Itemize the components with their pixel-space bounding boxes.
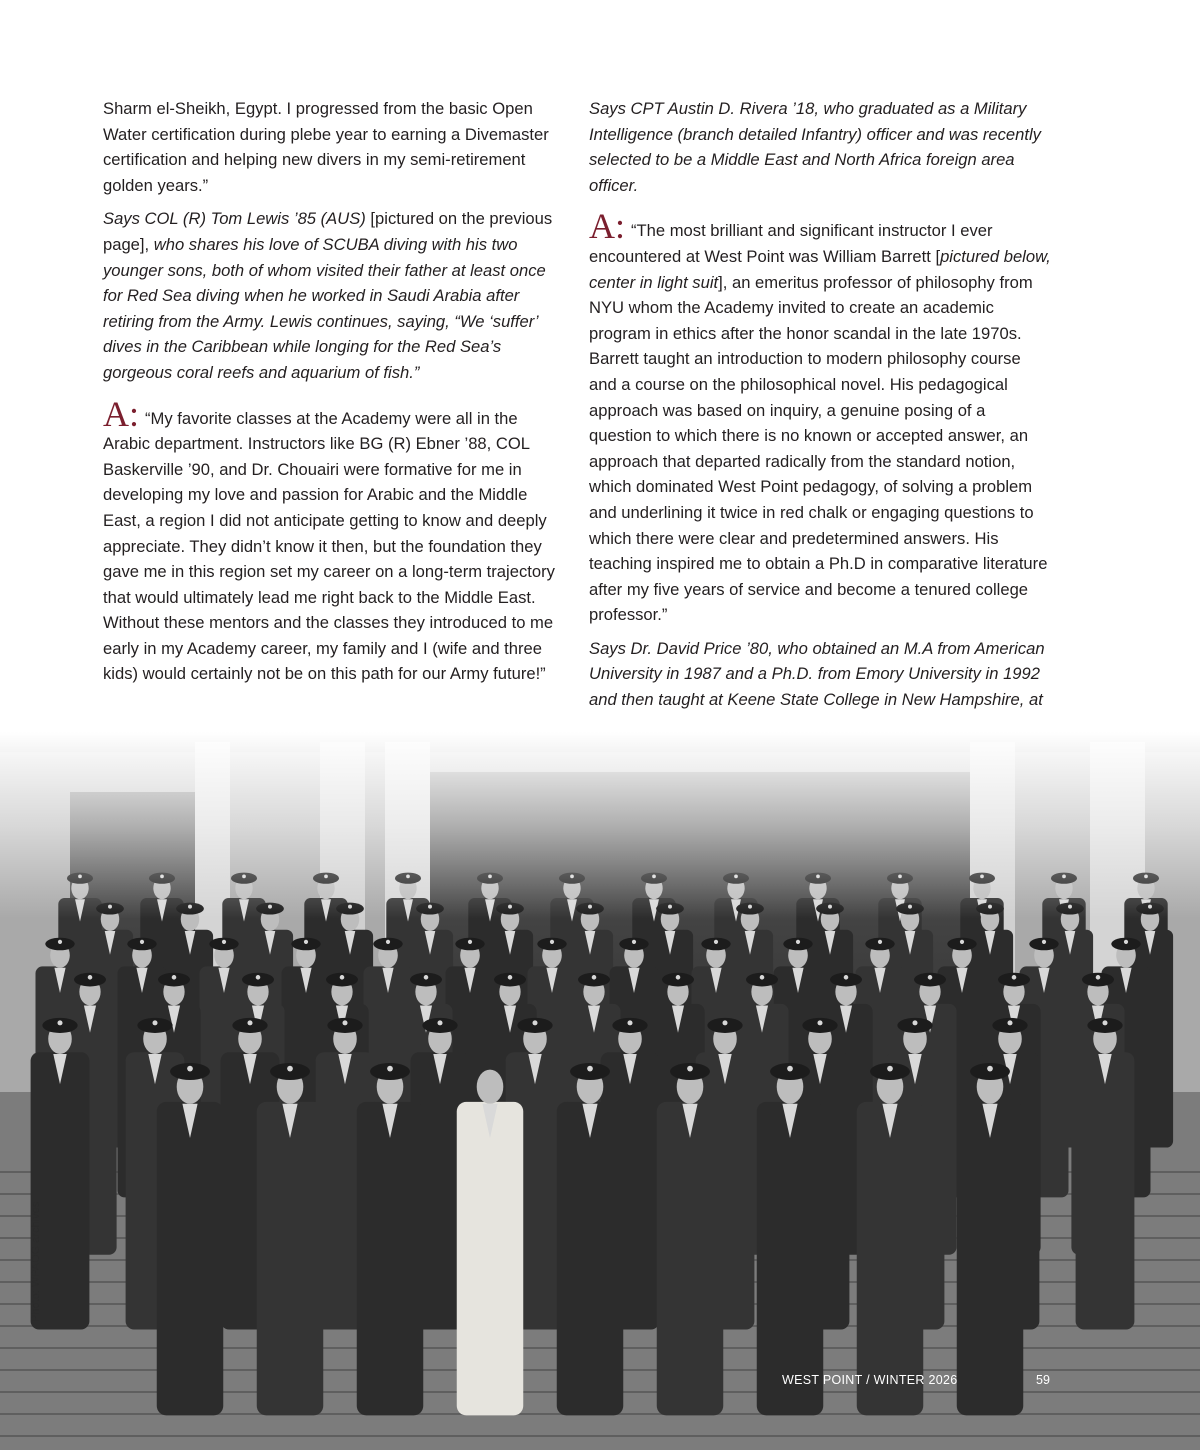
footer-publication: WEST POINT / WINTER 2026 xyxy=(782,1373,958,1387)
answer-price-caption-ref: pictured below, center in light suit xyxy=(589,246,1051,292)
photo-credit: Photo: WPAOG archives xyxy=(30,1201,42,1322)
answer-rivera-text: “My favorite classes at the Academy were all in the Arabic department. Instructors like BG (R) Ebner ’88, COL Baskerville ’90, and Dr. Chouairi were formative for me in developing my love and passion for Arabic and the Middle East, a region I did not anticipate getting to know and deeply appreciate. They didn’t know it then, but the foundation they gave me in this region set my career on a long-term trajectory that would ultimately lead me right back to the Middle East. Without these mentors and the classes they introduced to me early in my Academy career, my family and I (wife and three kids) would certainly not be on this path for our Army future!” xyxy=(103,408,555,684)
answer-price xyxy=(589,206,1051,628)
answer-price-text-c: ], an emeritus professor of philosophy from NYU whom the Academy invited to create an academic program in ethics after the honor scandal in the late 1970s. Barrett taught an introduction to modern philosophy course and a course on the philosophical novel. His pedagogical approach was based on inquiry, a genuine posing of a question to which there is no known or accepted answer, an approach that departed radically from the standard notion, which dominated West Point pedagogy, of solving a problem and underlining it twice in red chalk or engaging questions to which there were clear and predetermined answers. His teaching inspired me to obtain a Ph.D in comparative literature after my five years of service and become a tenured college professor.” xyxy=(589,272,1048,625)
right-column xyxy=(589,96,1051,721)
paragraph-sharm: Sharm el-Sheikh, Egypt. I progressed from the basic Open Water certification during plebe year to earning a Divemaster certification and helping new divers in my semi-retirement golden years.” xyxy=(103,99,549,195)
answer-mark: A: xyxy=(103,393,139,434)
attribution-lewis xyxy=(103,206,565,385)
answer-price-text-a: “The most brilliant and significant instructor I ever encountered at West Point was William Barrett [ xyxy=(589,221,993,266)
answer-rivera xyxy=(103,393,565,688)
attribution-lewis-text: who shares his love of SCUBA diving with his two younger sons, both of whom visited their father at least once for Red Sea diving when he worked in Saudi Arabia after retiring from the Army. Lewis continues, saying, “We ‘suffer’ dives in the Caribbean while longing for the Red Sea’s gorgeous coral reefs and aquarium of fish.” xyxy=(103,234,546,382)
group-photo xyxy=(0,732,1200,1450)
answer-mark: A: xyxy=(589,206,625,247)
attribution-lewis-name: Says COL (R) Tom Lewis ’85 (AUS) xyxy=(103,209,366,229)
page-number: 59 xyxy=(1036,1373,1050,1387)
left-column xyxy=(103,96,565,695)
attribution-rivera: Says CPT Austin D. Rivera ’18, who graduated as a Military Intelligence (branch detailed Infantry) officer and was recently selected to be a Middle East and North Africa foreign area officer. xyxy=(589,99,1041,195)
attribution-price: Says Dr. David Price ’80, who obtained an M.A from American University in 1987 and a Ph.D. from Emory University in 1992 and then taught at Keene State College in New Hampshire, at xyxy=(589,638,1045,710)
group-photo-illustration xyxy=(0,732,1200,1450)
attribution-lewis-bracket: [pictured on the previous page], xyxy=(103,209,553,254)
